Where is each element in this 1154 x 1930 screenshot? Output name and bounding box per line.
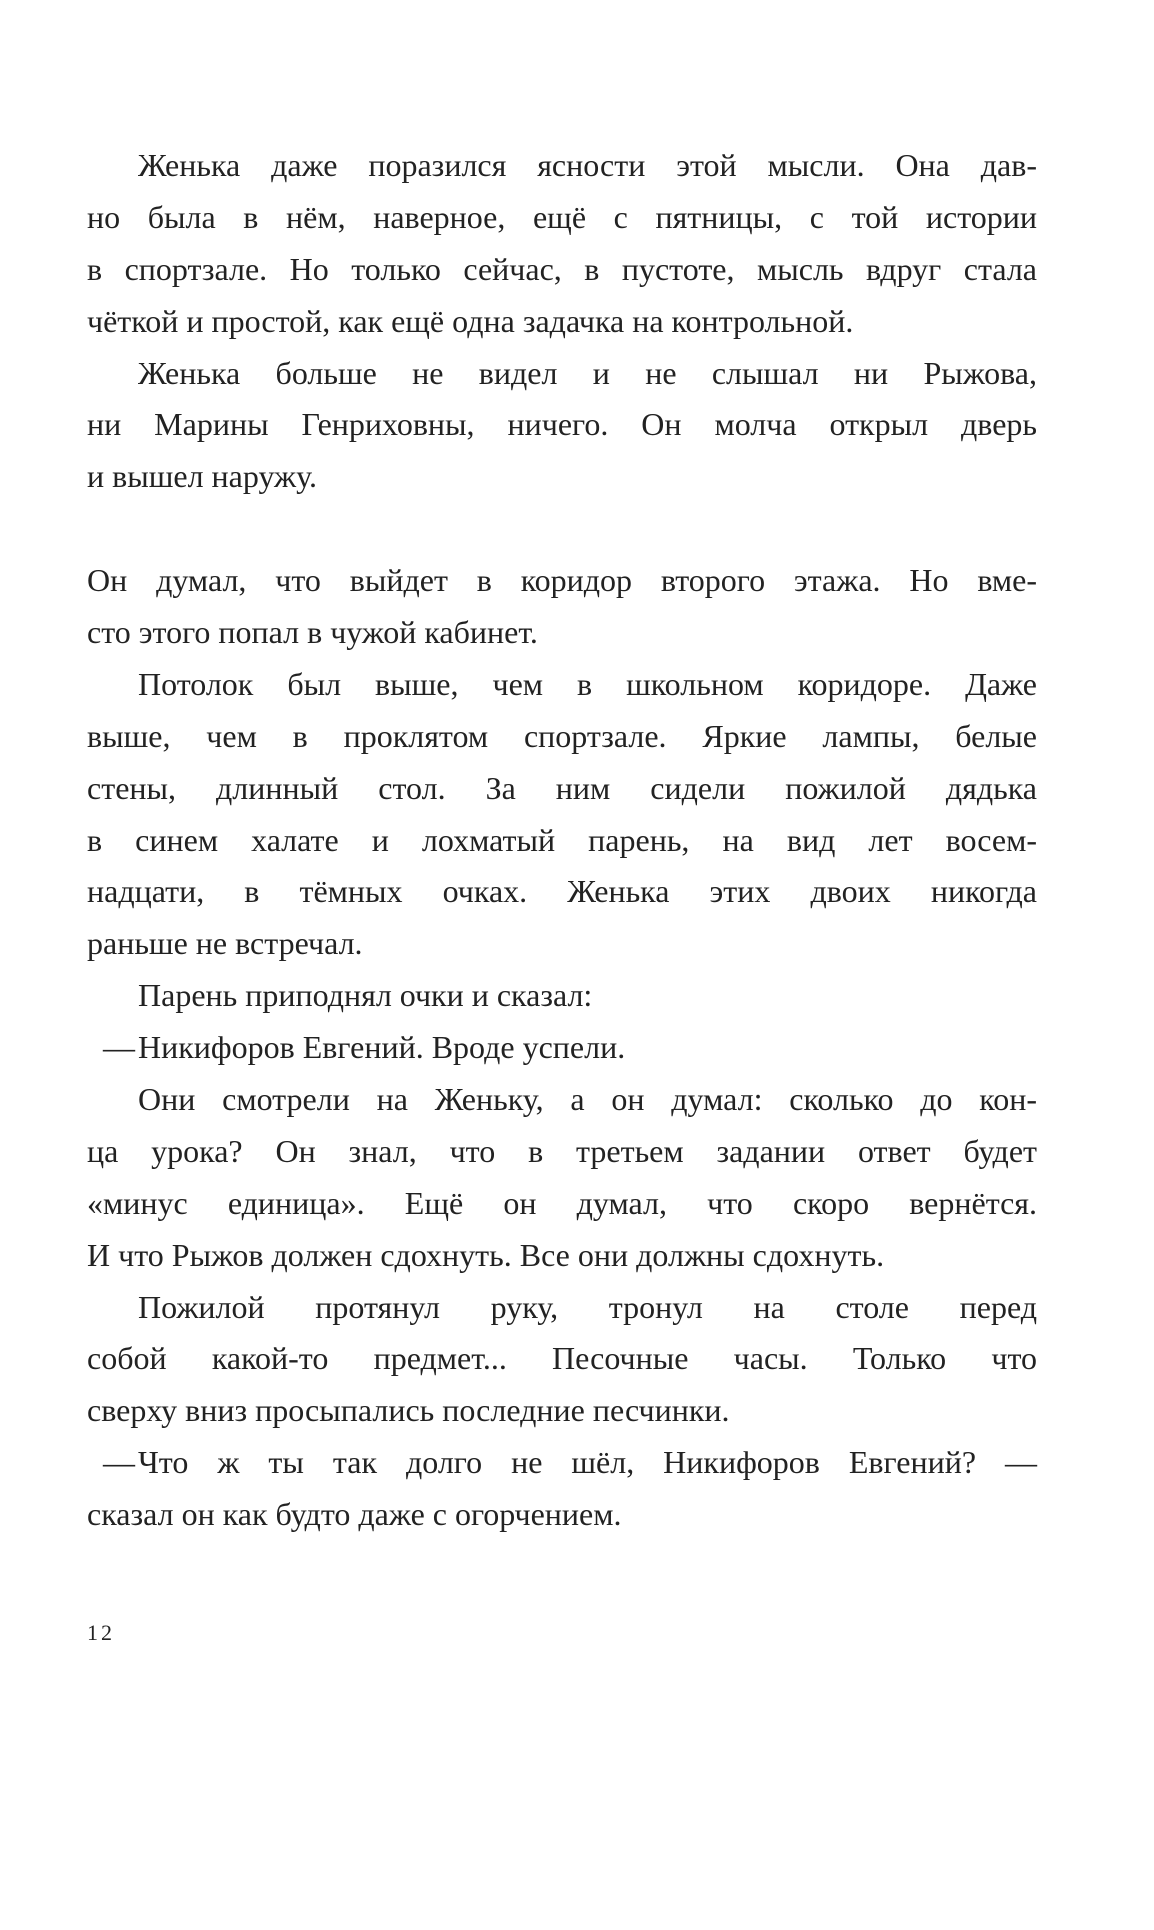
text-line: надцати, в тёмных очках. Женька этих двоих никогда xyxy=(87,873,1037,910)
text-line xyxy=(87,1437,1037,1489)
text-line: И что Рыжов должен сдохнуть. Все они должны сдохнуть. xyxy=(87,1236,885,1273)
page-number: 12 xyxy=(87,1620,115,1645)
text-line: собой какой-то предмет... Песочные часы. Только что xyxy=(87,1340,1037,1377)
text-line xyxy=(87,1022,1037,1074)
text-line: но была в нём, наверное, ещё с пятницы, с той истории xyxy=(87,198,1037,235)
text-line: «минус единица». Ещё он думал, что скоро вернётся. xyxy=(87,1184,1037,1221)
text-line: Женька даже поразился ясности этой мысли. Она дав- xyxy=(138,147,1037,183)
paragraph xyxy=(87,1282,1037,1438)
page-body-text xyxy=(87,140,1037,1541)
paragraph xyxy=(87,970,1037,1022)
paragraph xyxy=(87,348,1037,504)
text-line: Он думал, что выйдет в коридор второго этажа. Но вме- xyxy=(87,562,1037,599)
paragraph xyxy=(87,555,1037,659)
text-line: в синем халате и лохматый парень, на вид лет восем- xyxy=(87,821,1037,858)
dialogue-text: Что ж ты так долго не шёл, Никифоров Евгений? — xyxy=(138,1444,1037,1481)
paragraph xyxy=(87,1074,1037,1282)
text-line: стены, длинный стол. За ним сидели пожилой дядька xyxy=(87,769,1037,806)
em-dash: — xyxy=(103,1029,135,1066)
text-line: и вышел наружу. xyxy=(87,458,317,495)
text-line: в спортзале. Но только сейчас, в пустоте, мысль вдруг стала xyxy=(87,250,1037,287)
dialogue-paragraph xyxy=(87,1437,1037,1541)
text-line: Пожилой протянул руку, тронул на столе перед xyxy=(138,1288,1037,1325)
dialogue-paragraph xyxy=(87,1022,1037,1074)
text-line: ни Марины Генриховны, ничего. Он молча открыл дверь xyxy=(87,406,1037,443)
paragraph xyxy=(87,659,1037,970)
paragraph xyxy=(87,140,1037,348)
text-line: ца урока? Он знал, что в третьем задании ответ будет xyxy=(87,1132,1037,1169)
text-line: Женька больше не видел и не слышал ни Рыжова, xyxy=(138,354,1037,391)
dialogue-text: Никифоров Евгений. Вроде успели. xyxy=(138,1029,626,1066)
text-line: чёткой и простой, как ещё одна задачка на контрольной. xyxy=(87,302,854,339)
text-line: сверху вниз просыпались последние песчинки. xyxy=(87,1392,730,1429)
text-line: сто этого попал в чужой кабинет. xyxy=(87,614,538,651)
text-line: раньше не встречал. xyxy=(87,925,363,962)
book-page xyxy=(87,0,1037,1930)
text-line: сказал он как будто даже с огорчением. xyxy=(87,1496,622,1533)
text-line: Потолок был выше, чем в школьном коридоре. Даже xyxy=(138,665,1037,702)
section-break xyxy=(87,503,1037,555)
em-dash: — xyxy=(103,1444,135,1481)
text-line: Они смотрели на Женьку, а он думал: сколько до кон- xyxy=(138,1081,1037,1118)
text-line: выше, чем в проклятом спортзале. Яркие лампы, белые xyxy=(87,717,1037,754)
text-line: Парень приподнял очки и сказал: xyxy=(138,977,593,1014)
